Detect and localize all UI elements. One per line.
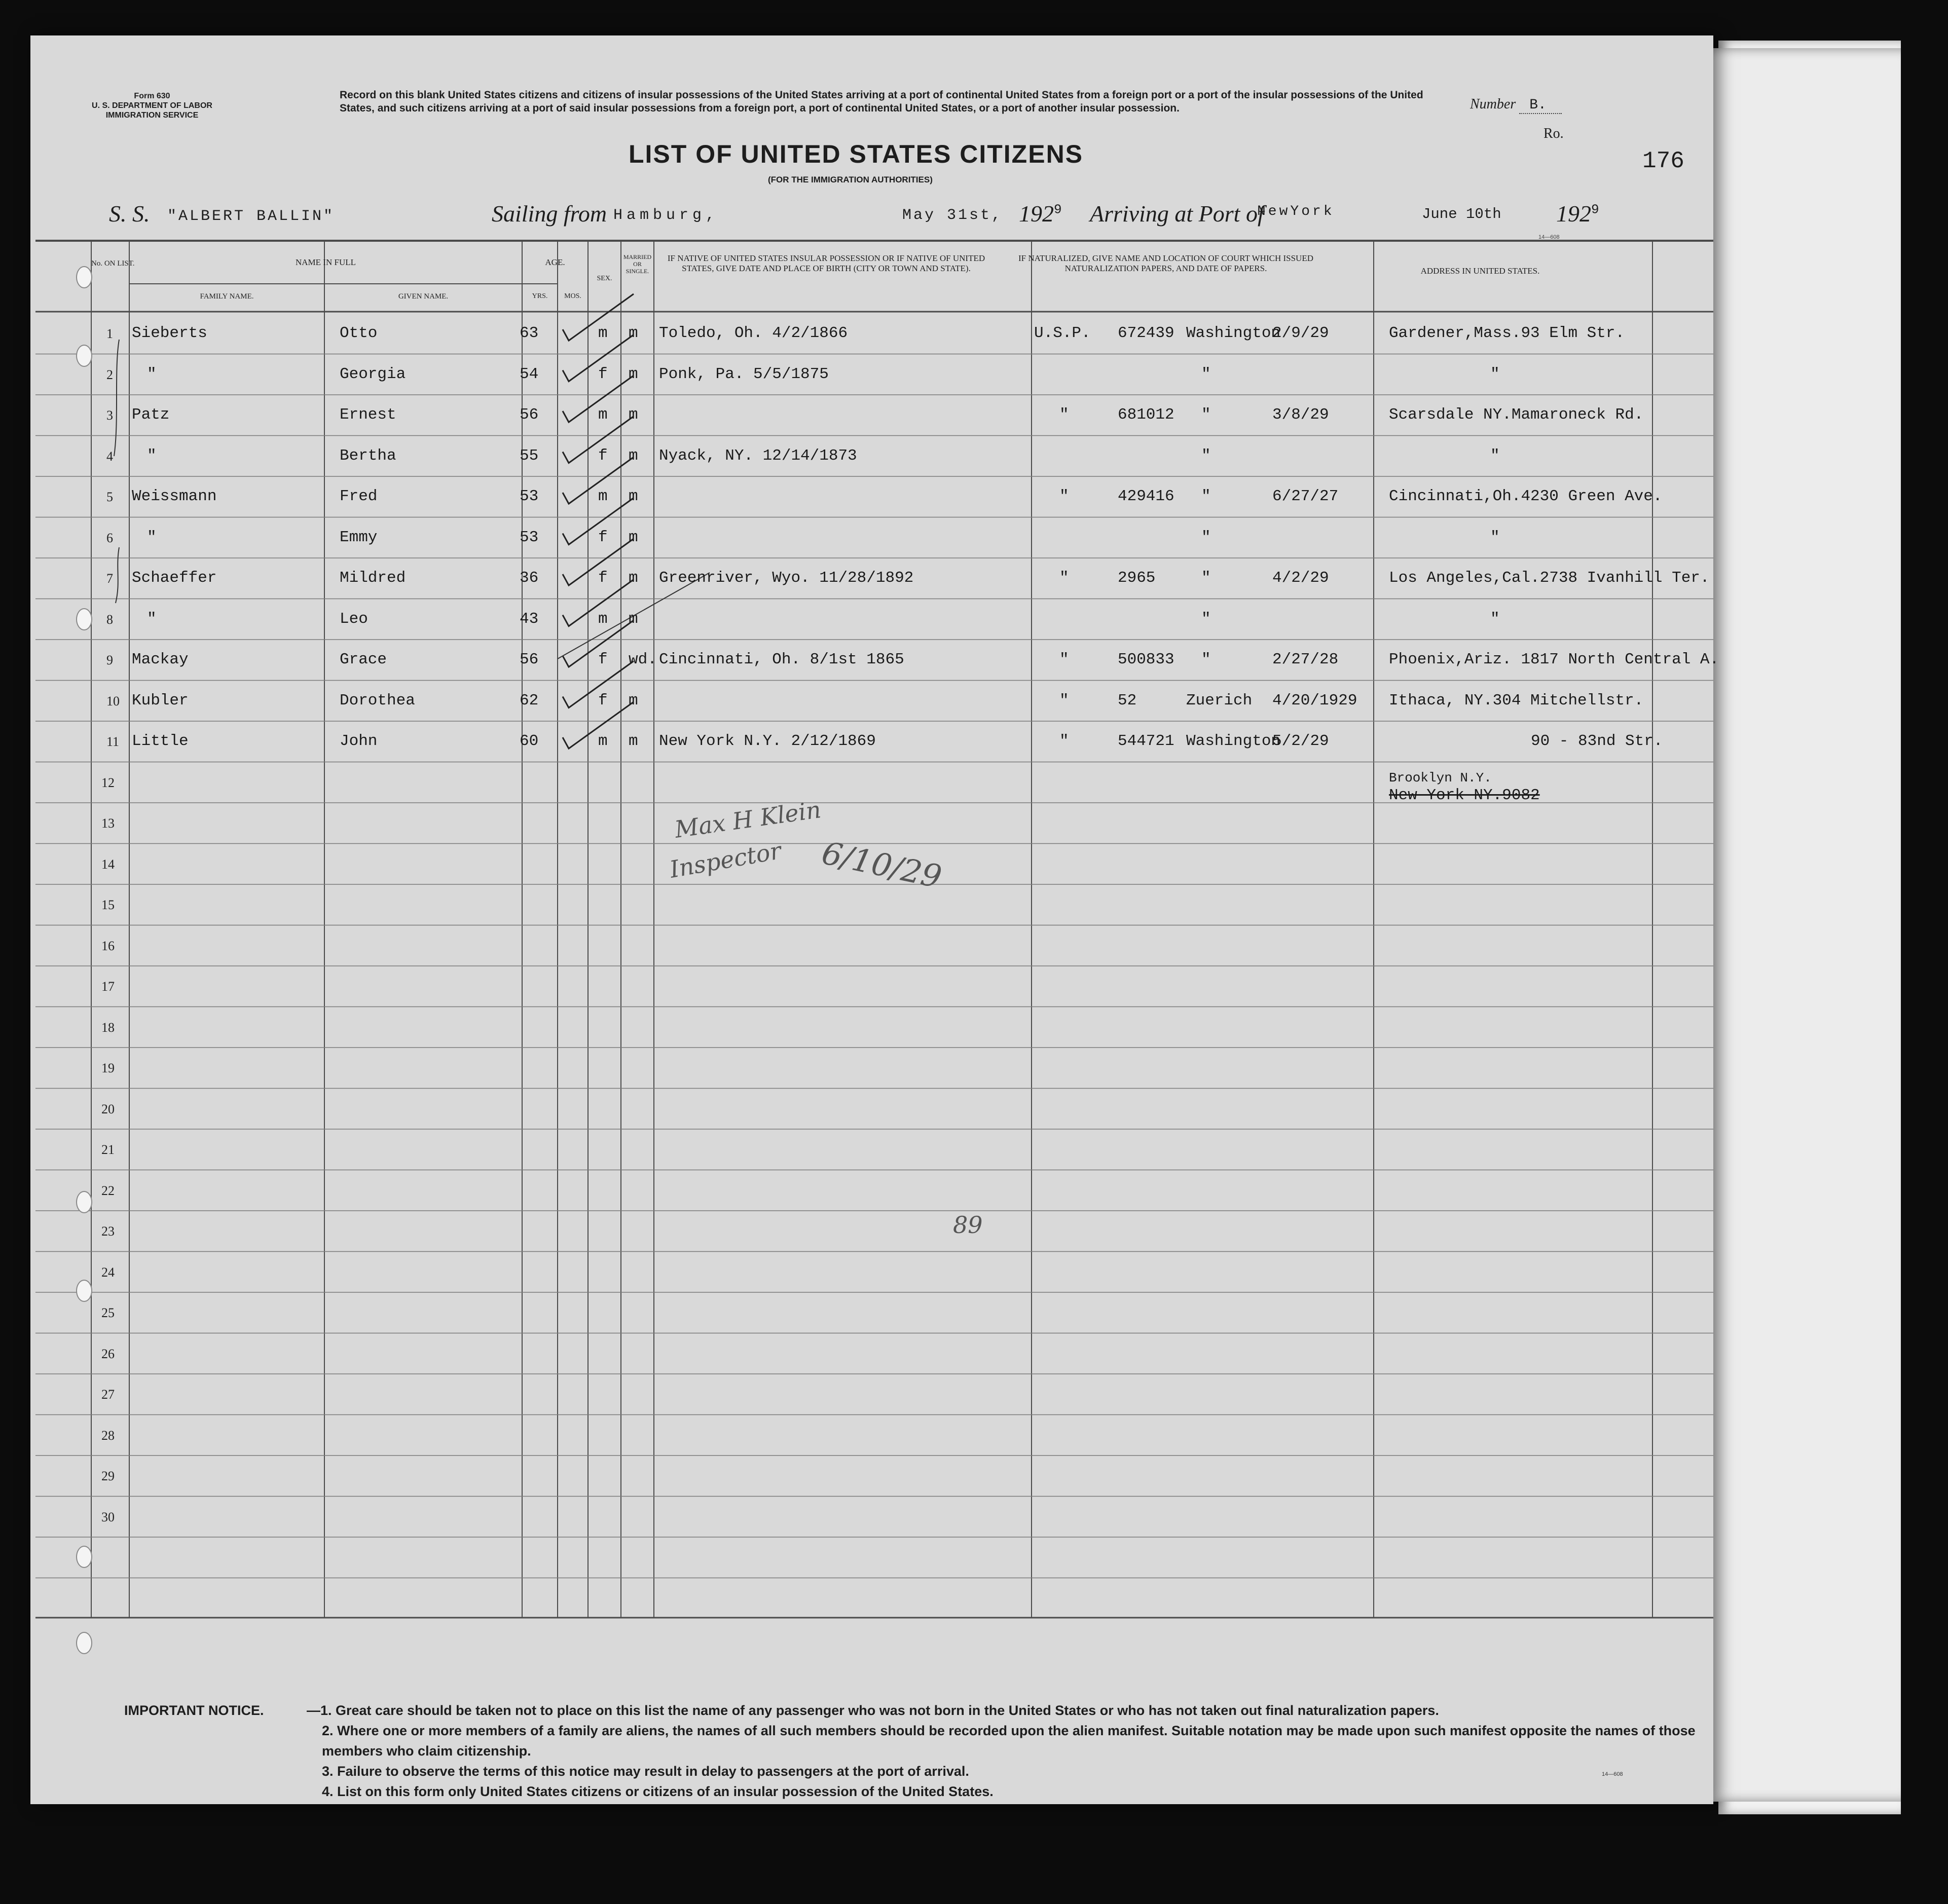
- marital-status: m: [629, 406, 638, 424]
- header-age: AGE.: [545, 257, 565, 267]
- naturalization-date: 5/2/29: [1272, 732, 1329, 750]
- row-number: 2: [106, 367, 113, 382]
- arrival-date: June 10th: [1422, 206, 1501, 222]
- header-name-in-full: NAME IN FULL: [296, 257, 356, 267]
- age-years: 55: [520, 446, 539, 465]
- family-name: Weissmann: [132, 488, 217, 505]
- row-number: 16: [101, 938, 115, 953]
- age-years: 63: [520, 324, 539, 342]
- header-no: No. ON LIST.: [91, 259, 135, 268]
- binding-hole: [76, 1191, 92, 1213]
- address: Scarsdale NY.Mamaroneck Rd.: [1389, 406, 1644, 424]
- sex: f: [598, 528, 608, 546]
- row11-address-top: Brooklyn N.Y.: [1389, 770, 1492, 786]
- address: Gardener,Mass.93 Elm Str.: [1389, 324, 1625, 342]
- row-number: 1: [106, 326, 113, 341]
- binding-hole: [76, 266, 92, 288]
- row-number: 20: [101, 1101, 115, 1116]
- address: ": [1490, 528, 1500, 546]
- address: ": [1490, 365, 1500, 383]
- given-name: Emmy: [340, 528, 378, 546]
- family-name: Schaeffer: [132, 569, 217, 587]
- row-number: 14: [101, 856, 115, 872]
- family-name: ": [147, 365, 157, 383]
- sex: f: [598, 365, 608, 383]
- age-years: 56: [520, 651, 539, 668]
- given-name: Grace: [340, 651, 387, 668]
- row11-address-struck: New-York-NY.9082: [1389, 787, 1540, 804]
- marital-status: wd.: [629, 651, 657, 668]
- naturalization-court: ": [1201, 488, 1211, 505]
- address: Ithaca, NY.304 Mitchellstr.: [1389, 691, 1644, 710]
- row-number: 22: [101, 1183, 115, 1198]
- header-sex: SEX.: [597, 275, 612, 282]
- birth-place-date: Greenriver, Wyo. 11/28/1892: [659, 569, 914, 587]
- age-years: 56: [520, 406, 539, 424]
- page-number: 176: [1642, 148, 1684, 174]
- age-years: 60: [520, 732, 539, 750]
- sail-year-digit: 9: [1054, 202, 1062, 217]
- row-number: 17: [101, 979, 115, 994]
- sex: m: [598, 488, 608, 505]
- naturalization-date: 3/8/29: [1272, 406, 1329, 424]
- address: ": [1490, 610, 1500, 628]
- naturalization-prefix: ": [1059, 569, 1069, 587]
- notice-label: IMPORTANT NOTICE.: [124, 1703, 264, 1718]
- inspector-signature: Max H Klein: [673, 796, 823, 843]
- notice-item-2: 2. Where one or more members of a family are aliens, the names of all such members should be recorded upon the alien manifest. Suitable notation may be made upon such manifest opposite the names of those members who claim citizenship.: [322, 1723, 1696, 1759]
- arrival-year-digit: 9: [1591, 202, 1599, 217]
- record-instructions: Record on this blank United States citizens and citizens of insular possessions of the United States arriving at a port of continental United States from a foreign port or a port of the insular possessions of the United States, and such citizens arriving at a port of said insular possessions from a foreign port, a port of continental United States, or a port of another insular possession.: [340, 89, 1423, 114]
- naturalization-court: Zuerich: [1186, 691, 1253, 710]
- birth-place-date: New York N.Y. 2/12/1869: [659, 732, 876, 750]
- marital-status: m: [629, 691, 638, 710]
- arrival-port: NewYork: [1257, 204, 1335, 219]
- naturalization-prefix: ": [1059, 651, 1069, 668]
- row-number: 7: [106, 571, 113, 586]
- naturalization-number: 52: [1118, 691, 1137, 710]
- age-years: 53: [520, 528, 539, 546]
- given-name: Bertha: [340, 446, 396, 465]
- naturalization-date: 2/27/28: [1272, 651, 1339, 668]
- ro-label: Ro.: [1543, 126, 1564, 141]
- row-number: 29: [101, 1469, 115, 1483]
- given-name: John: [340, 732, 378, 750]
- form-number: Form 630: [134, 92, 170, 100]
- sailing-label: Sailing from: [492, 201, 607, 227]
- age-years: 36: [520, 569, 539, 587]
- notice-item-3: 3. Failure to observe the terms of this notice may result in delay to passengers at the port of arrival.: [322, 1764, 969, 1779]
- birth-place-date: Cincinnati, Oh. 8/1st 1865: [659, 651, 904, 668]
- age-years: 43: [520, 610, 539, 628]
- given-name: Dorothea: [340, 691, 415, 710]
- ss-label: S. S.: [109, 201, 150, 227]
- naturalization-prefix: ": [1059, 691, 1069, 710]
- binding-hole: [76, 608, 92, 630]
- naturalization-number: 2965: [1118, 569, 1156, 587]
- marital-status: m: [629, 446, 638, 465]
- age-years: 53: [520, 488, 539, 505]
- row-number: 21: [101, 1142, 115, 1157]
- row-number: 12: [101, 775, 115, 790]
- naturalization-number: 500833: [1118, 651, 1174, 668]
- birth-place-date: Nyack, NY. 12/14/1873: [659, 446, 857, 465]
- given-name: Ernest: [340, 406, 396, 424]
- marital-status: m: [629, 488, 638, 505]
- header-naturalized: IF NATURALIZED, GIVE NAME AND LOCATION OF COURT WHICH ISSUED NATURALIZATION PAPERS, AND DATE OF PAPERS.: [1018, 253, 1313, 273]
- family-name: Sieberts: [132, 324, 207, 342]
- address: ": [1490, 446, 1500, 465]
- header-married: MARRIED OR SINGLE.: [623, 253, 652, 275]
- naturalization-number: 544721: [1118, 732, 1174, 750]
- naturalization-court: Washington: [1186, 732, 1281, 750]
- birth-place-date: Ponk, Pa. 5/5/1875: [659, 365, 829, 383]
- header-mos: MOS.: [564, 292, 581, 300]
- given-name: Fred: [340, 488, 378, 505]
- age-years: 62: [520, 691, 539, 710]
- sex: f: [598, 446, 608, 465]
- row-number: 4: [106, 449, 113, 464]
- marital-status: m: [629, 569, 638, 587]
- naturalization-date: 4/20/1929: [1272, 691, 1357, 710]
- naturalization-prefix: ": [1059, 488, 1069, 505]
- binding-hole: [76, 1280, 92, 1302]
- row-number: 19: [101, 1061, 115, 1075]
- address: Los Angeles,Cal.2738 Ivanhill Ter.: [1389, 569, 1710, 587]
- naturalization-prefix: ": [1059, 406, 1069, 424]
- number-label-text: Number: [1470, 96, 1516, 112]
- sex: f: [598, 569, 608, 587]
- naturalization-prefix: U.S.P.: [1034, 324, 1091, 342]
- header-address: ADDRESS IN UNITED STATES.: [1420, 266, 1540, 276]
- header-native: IF NATIVE OF UNITED STATES INSULAR POSSESSION OR IF NATIVE OF UNITED STATES, GIVE DATE AND PLACE OF BIRTH (CITY OR TOWN AND STATE).: [667, 253, 985, 273]
- naturalization-court: ": [1201, 569, 1211, 587]
- family-name: ": [147, 446, 157, 465]
- naturalization-number: 672439: [1118, 324, 1174, 342]
- given-name: Georgia: [340, 365, 406, 383]
- number-value: B.: [1519, 97, 1562, 114]
- sex: m: [598, 610, 608, 628]
- row-number: 6: [106, 530, 113, 545]
- address: Cincinnati,Oh.4230 Green Ave.: [1389, 488, 1663, 505]
- inspector-title: Inspector: [667, 837, 784, 883]
- family-name: Kubler: [132, 691, 189, 710]
- binding-hole: [76, 345, 92, 367]
- sex: f: [598, 651, 608, 668]
- notice-item-4: 4. List on this form only United States citizens or citizens of an insular possession of the United States.: [322, 1784, 994, 1799]
- page-subtitle: (FOR THE IMMIGRATION AUTHORITIES): [768, 175, 933, 184]
- given-name: Otto: [340, 324, 378, 342]
- binding-hole: [76, 1632, 92, 1654]
- naturalization-court: Washington: [1186, 324, 1281, 342]
- naturalization-number: 429416: [1118, 488, 1174, 505]
- from-port: Hamburg,: [613, 207, 719, 224]
- row-number: 11: [106, 734, 120, 749]
- marital-status: m: [629, 365, 638, 383]
- naturalization-date: 4/2/29: [1272, 569, 1329, 587]
- row-number: 9: [106, 653, 113, 667]
- given-name: Mildred: [340, 569, 406, 587]
- row-number: 25: [101, 1305, 115, 1320]
- header-print-code: 14—608: [1538, 234, 1560, 240]
- folio-number: 89: [953, 1211, 983, 1239]
- birth-place-date: Toledo, Oh. 4/2/1866: [659, 324, 848, 342]
- naturalization-date: 6/27/27: [1272, 488, 1339, 505]
- row-number: 23: [101, 1224, 115, 1239]
- header-family-name: FAMILY NAME.: [200, 292, 254, 301]
- sail-year-prefix: 192: [1019, 201, 1054, 227]
- arriving-label: Arriving at Port of: [1090, 201, 1264, 227]
- sex: m: [598, 732, 608, 750]
- naturalization-court: ": [1201, 365, 1211, 383]
- manifest-page: [30, 35, 1719, 1804]
- row-number: 27: [101, 1387, 115, 1402]
- sex: f: [598, 691, 608, 710]
- department-name: U. S. DEPARTMENT OF LABOR: [92, 101, 212, 110]
- family-name: Little: [132, 732, 189, 750]
- row-number: 13: [101, 816, 115, 831]
- row-number: 30: [101, 1509, 115, 1524]
- sex: m: [598, 324, 608, 342]
- header-yrs: YRS.: [532, 292, 548, 300]
- family-name: ": [147, 528, 157, 546]
- row-number: 15: [101, 898, 115, 912]
- notice-item-1: —1. Great care should be taken not to place on this list the name of any passenger who was not born in the United States or who has not taken out final naturalization papers.: [307, 1703, 1439, 1718]
- arrival-year-prefix: 192: [1556, 201, 1591, 227]
- naturalization-court: ": [1201, 406, 1211, 424]
- header-given-name: GIVEN NAME.: [398, 292, 449, 301]
- row-number: 3: [106, 408, 113, 423]
- page-edge: [1683, 48, 1901, 1802]
- naturalization-court: ": [1201, 446, 1211, 465]
- age-years: 54: [520, 365, 539, 383]
- row-number: 5: [106, 490, 113, 504]
- naturalization-court: ": [1201, 651, 1211, 668]
- marital-status: m: [629, 528, 638, 546]
- naturalization-court: ": [1201, 528, 1211, 546]
- notice-footer-code: 14—608: [1602, 1771, 1623, 1777]
- marital-status: m: [629, 732, 638, 750]
- sex: m: [598, 406, 608, 424]
- inspection-date: 6/10/29: [819, 834, 945, 896]
- naturalization-number: 681012: [1118, 406, 1174, 424]
- given-name: Leo: [340, 610, 368, 628]
- service-name: IMMIGRATION SERVICE: [105, 111, 199, 120]
- marital-status: m: [629, 324, 638, 342]
- row-number: 18: [101, 1020, 115, 1035]
- family-name: Patz: [132, 406, 170, 424]
- sail-date: May 31st,: [902, 207, 1003, 224]
- address: Phoenix,Ariz. 1817 North Central A.: [1389, 651, 1719, 668]
- page-title: LIST OF UNITED STATES CITIZENS: [629, 140, 1084, 168]
- family-name: ": [147, 610, 157, 628]
- row-number: 8: [106, 612, 113, 627]
- ship-name: "ALBERT BALLIN": [167, 208, 335, 225]
- row-number: 10: [106, 693, 120, 708]
- family-name: Mackay: [132, 651, 189, 668]
- naturalization-court: ": [1201, 610, 1211, 628]
- binding-hole: [76, 1546, 92, 1568]
- row-number: 24: [101, 1264, 115, 1280]
- row-number: 26: [101, 1346, 115, 1361]
- marital-status: m: [629, 610, 638, 628]
- row-number: 28: [101, 1428, 115, 1443]
- naturalization-prefix: ": [1059, 732, 1069, 750]
- address: 90 - 83nd Str.: [1531, 732, 1663, 750]
- naturalization-date: 2/9/29: [1272, 324, 1329, 342]
